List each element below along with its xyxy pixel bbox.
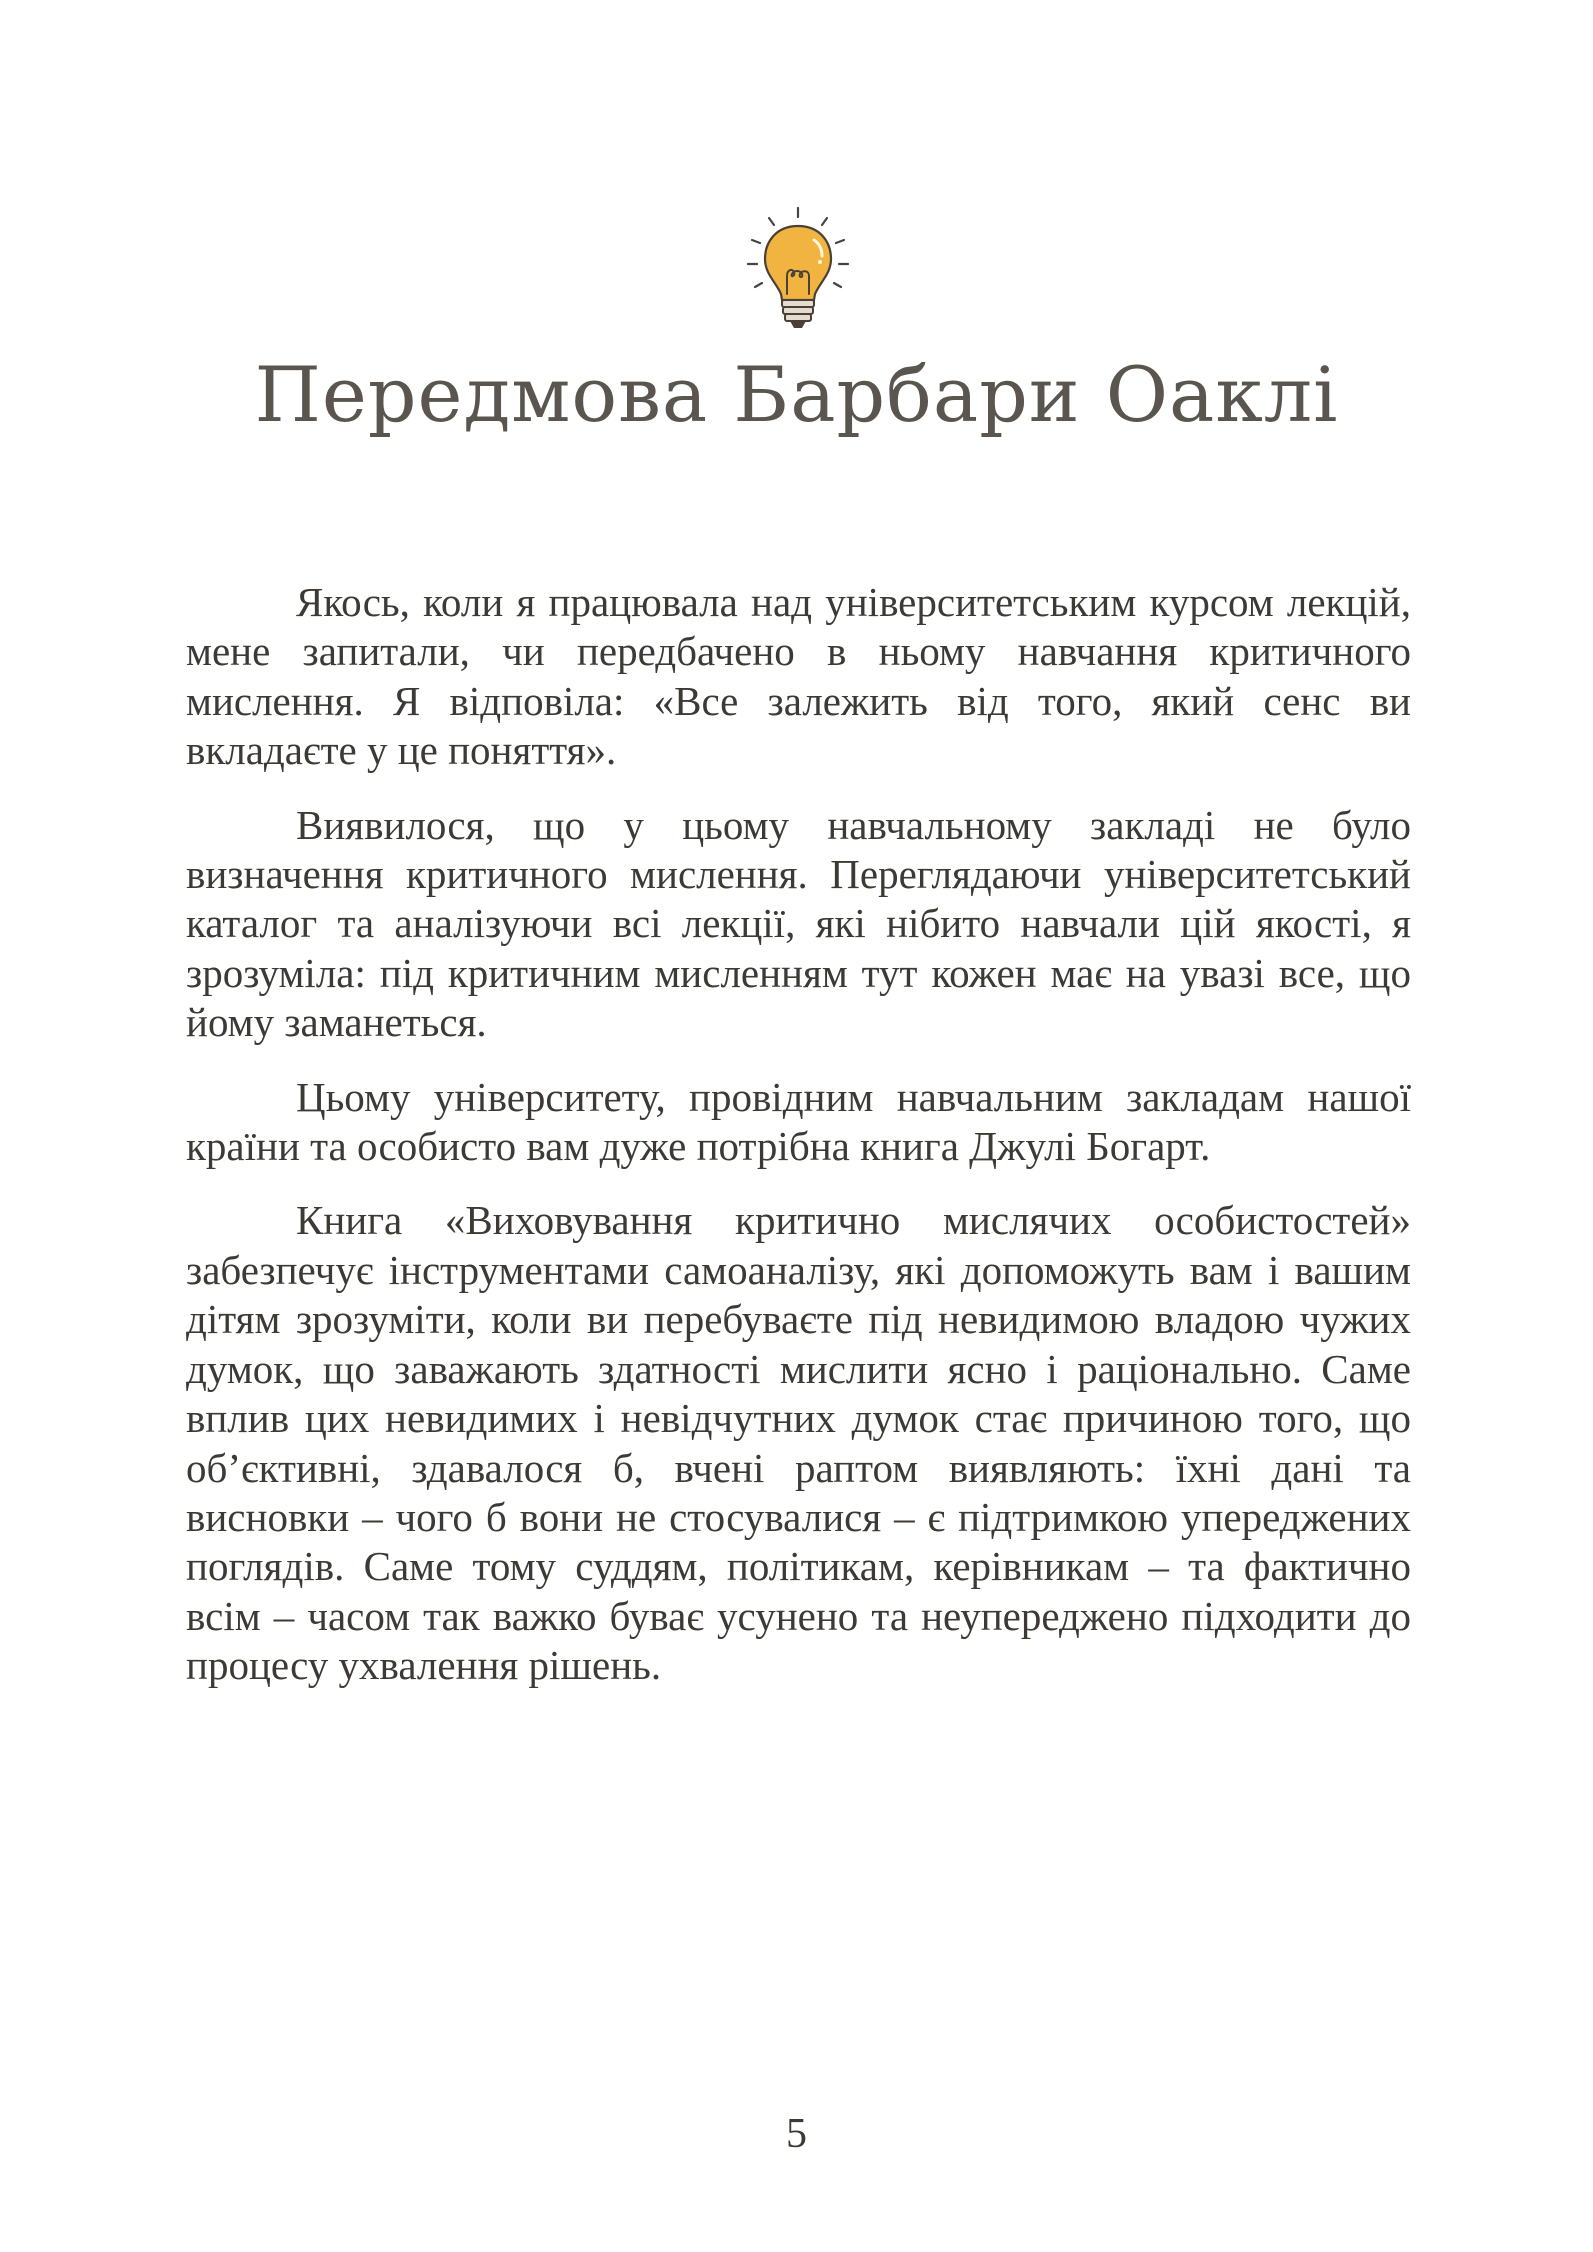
paragraph: Якось, коли я працювала над університетським курсом лекцій, мене запитали, чи передбачено в ньому навчання критичного мислення. Я відповіла: «Все залежить від того, який сенс ви вкладаєте у це поняття». — [186, 579, 1411, 774]
paragraph: Виявилося, що у цьому навчальному закладі не було визначення критичного мислення. Переглядаючи університетський каталог та аналізуючи всі лекції, які нібито навчали цій якості, я зрозуміла: під критичним мисленням тут кожен має на увазі все, що йому заманеться. — [186, 801, 1411, 1046]
lightbulb-icon — [738, 204, 858, 334]
chapter-title: Передмова Барбари Оаклі — [254, 350, 1339, 439]
paragraph: Цьому університету, провідним навчальним закладам нашої країни та особисто вам дуже потрібна книга Джулі Богарт. — [186, 1073, 1411, 1170]
paragraph: Книга «Виховування критично мислячих особистостей» забезпечує інструментами самоаналізу, які допоможуть вам і вашим дітям зрозуміти, коли ви перебуваєте під невидимою владою чужих думок, що заважають здатності мислити ясно і раціонально. Саме вплив цих невидимих і невідчутних думок стає причиною того, що об’єктивні, здавалося б, вчені раптом виявляють: їхні дані та висновки – чого б вони не стосувалися – є підтримкою упереджених поглядів. Саме тому суддям, політикам, керівникам – та фактично всім – часом так важко буває усунено та неупереджено підходити до процесу ухвалення рішень. — [186, 1197, 1411, 1689]
body-text — [186, 578, 1411, 1716]
page-number: 5 — [786, 2111, 807, 2157]
